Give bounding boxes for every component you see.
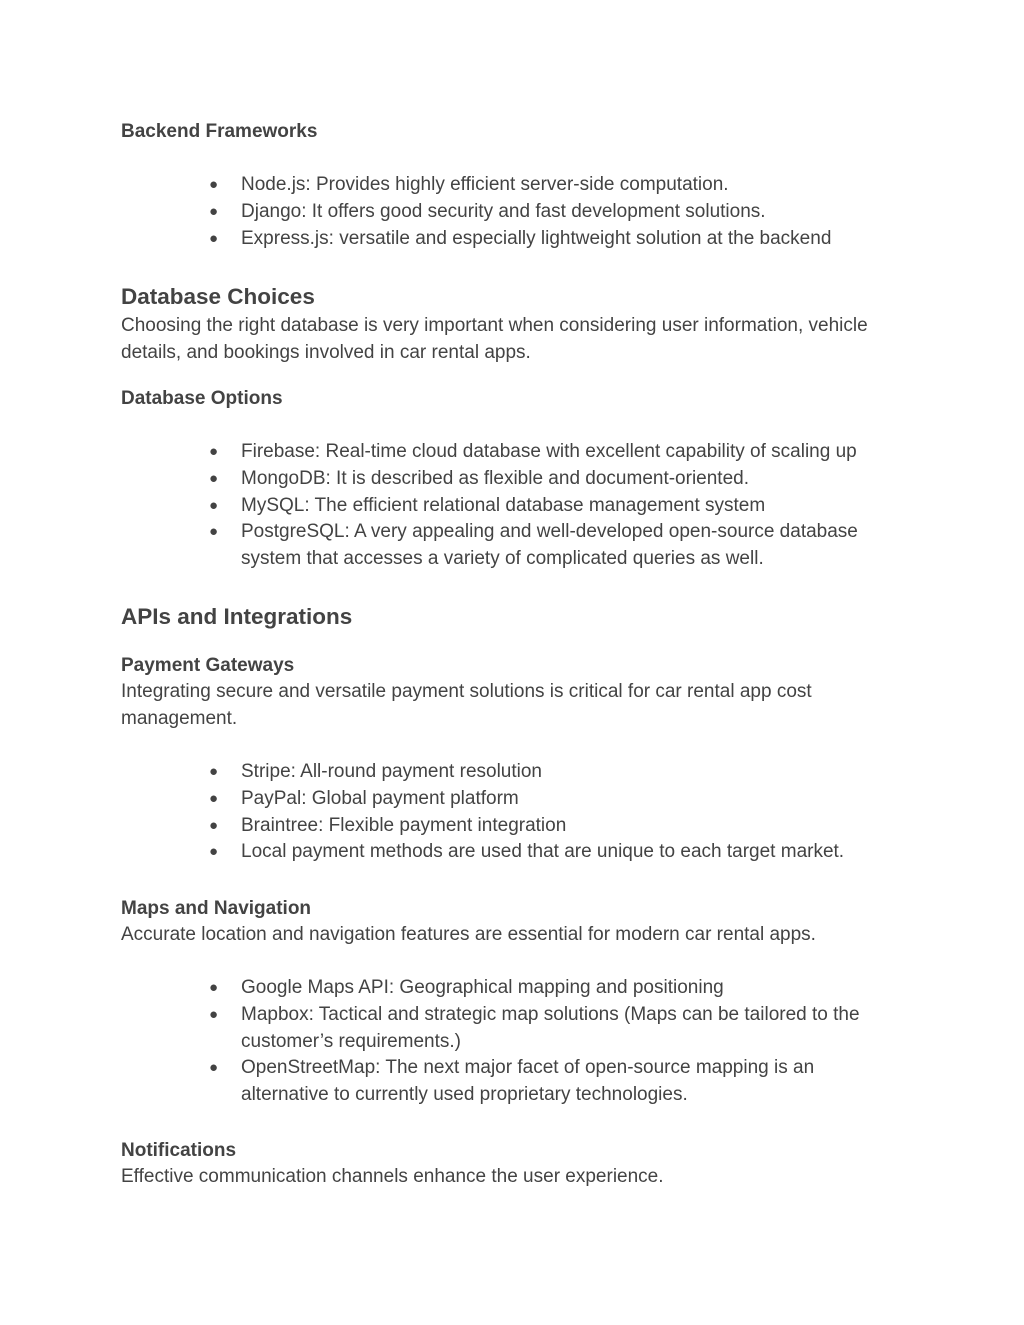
bullet-icon: ●: [209, 229, 219, 247]
list-item: ● PostgreSQL: A very appealing and well-developed open-source database system that accesses a variety of complicated queries as well.: [209, 521, 858, 570]
notifications-intro: Effective communication channels enhance the user experience.: [121, 1166, 664, 1187]
list-item: ● Stripe: All-round payment resolution: [121, 759, 906, 786]
list-item: ● Mapbox: Tactical and strategic map solutions (Maps can be tailored to the customer’s requirements.): [209, 1003, 860, 1052]
bullet-icon: ●: [209, 763, 219, 780]
list-item: ● PayPal: Global payment platform: [121, 786, 906, 813]
maps-navigation-heading: Maps and Navigation: [121, 898, 312, 919]
list-item: ● Local payment methods are used that are unique to each target market.: [121, 839, 906, 866]
bullet-icon: ●: [209, 496, 219, 514]
bullet-icon: ●: [209, 843, 219, 861]
list-item: ● Express.js: versatile and especially lightweight solution at the backend: [121, 226, 906, 253]
database-choices-intro: Choosing the right database is very important when considering user information, vehicle details, and bookings involved in car rental apps.: [121, 315, 868, 363]
bullet-icon: ●: [209, 1059, 219, 1077]
backend-frameworks-list: [121, 172, 911, 252]
database-choices-heading: Database Choices: [121, 284, 315, 309]
database-options-heading: Database Options: [121, 388, 283, 409]
maps-navigation-intro: Accurate location and navigation features are essential for modern car rental apps.: [121, 924, 816, 945]
bullet-icon: ●: [209, 443, 219, 460]
bullet-icon: ●: [209, 469, 219, 487]
database-options-list: [121, 439, 911, 573]
bullet-icon: ●: [209, 523, 219, 541]
backend-frameworks-heading: Backend Frameworks: [121, 121, 318, 142]
payment-gateways-heading: Payment Gateways: [121, 655, 295, 676]
list-item: ● MySQL: The efficient relational database management system: [121, 493, 906, 520]
bullet-icon: ●: [209, 202, 219, 220]
bullet-icon: ●: [209, 979, 219, 996]
bullet-icon: ●: [209, 1005, 219, 1023]
list-item: ● Django: It offers good security and fast development solutions.: [121, 199, 906, 226]
list-item: ● Google Maps API: Geographical mapping and positioning: [121, 975, 906, 1002]
list-item: ● Firebase: Real-time cloud database with excellent capability of scaling up: [121, 439, 906, 466]
payment-gateways-intro: Integrating secure and versatile payment solutions is critical for car rental app cost management.: [121, 681, 812, 729]
notifications-heading: Notifications: [121, 1140, 237, 1161]
list-item: ● Braintree: Flexible payment integration: [121, 813, 906, 840]
bullet-icon: ●: [209, 176, 219, 193]
list-item: ● OpenStreetMap: The next major facet of open-source mapping is an alternative to currently used proprietary technologies.: [209, 1057, 815, 1106]
list-item: ● Node.js: Provides highly efficient server-side computation.: [121, 172, 906, 199]
payment-gateways-list: [121, 759, 911, 866]
maps-navigation-list: [121, 975, 911, 1109]
list-item: ● MongoDB: It is described as flexible and document-oriented.: [121, 466, 906, 493]
apis-integrations-heading: APIs and Integrations: [121, 604, 353, 629]
bullet-icon: ●: [209, 789, 219, 807]
bullet-icon: ●: [209, 816, 219, 834]
